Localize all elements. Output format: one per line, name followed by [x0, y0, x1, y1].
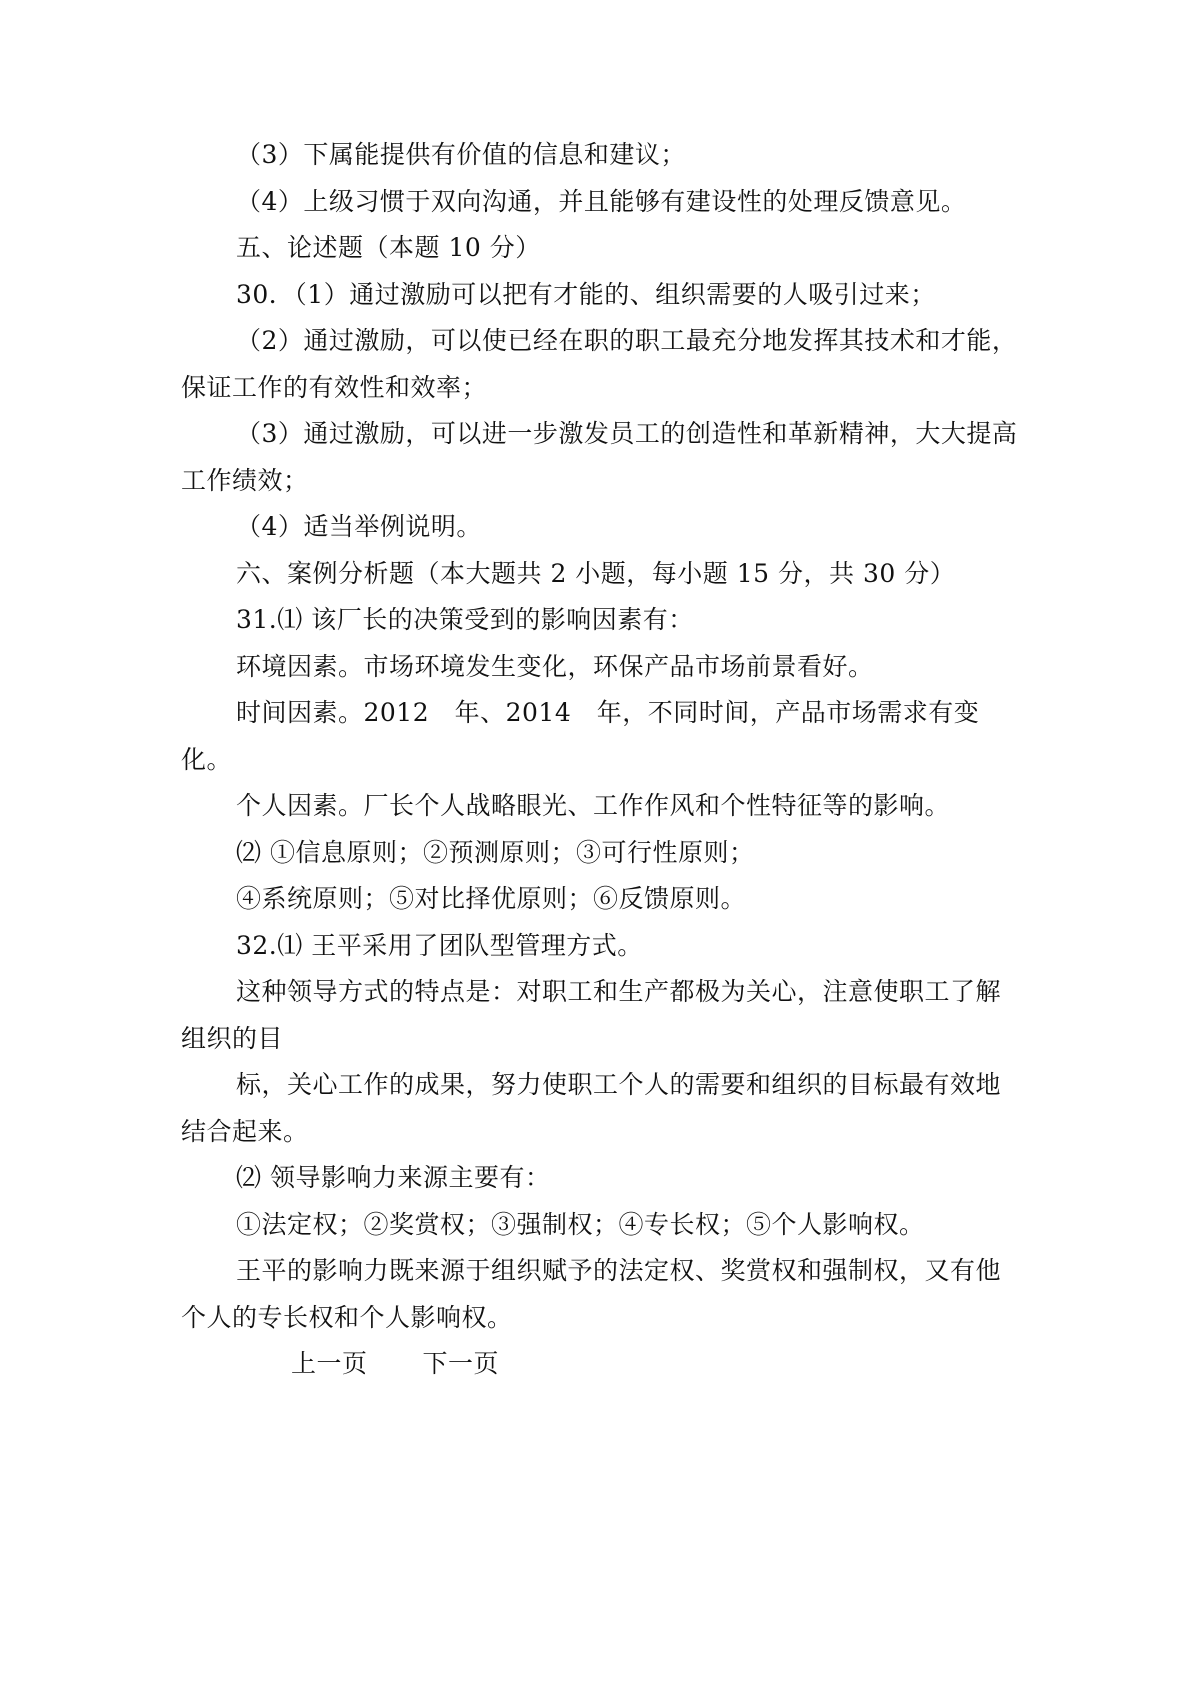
question-30-point-1: 30．（1）通过激励可以把有才能的、组织需要的人吸引过来； — [236, 279, 936, 309]
next-page-link[interactable]: 下一页 — [422, 1349, 500, 1378]
question-31-part-2-principles-cont: ④系统原则；⑤对比择优原则；⑥反馈原则。 — [236, 884, 747, 913]
document-body — [181, 132, 1021, 1388]
question-31-environment-factor: 环境因素。市场环境发生变化，环保产品市场前景看好。 — [236, 651, 874, 681]
question-32-part-2: ⑵ 领导影响力来源主要有： — [236, 1163, 551, 1192]
question-30-point-3: （3）通过激励，可以进一步激发员工的创造性和革新精神，大大提高工作绩效； — [181, 419, 1018, 495]
question-30-point-4: （4）适当举例说明。 — [236, 512, 482, 541]
question-32-conclusion: 王平的影响力既来源于组织赋予的法定权、奖赏权和强制权，又有他个人的专长权和个人影响权。 — [181, 1256, 1002, 1332]
page-navigation — [181, 1341, 1021, 1388]
question-32-style-characteristics: 这种领导方式的特点是：对职工和生产都极为关心，注意使职工了解组织的目 — [181, 977, 1002, 1053]
question-32-part-1: 32.⑴ 王平采用了团队型管理方式。 — [236, 930, 643, 960]
question-32-style-characteristics-cont: 标，关心工作的成果，努力使职工个人的需要和组织的目标最有效地结合起来。 — [181, 1070, 1002, 1146]
answer-line-3: （3）下属能提供有价值的信息和建议； — [236, 140, 686, 169]
section-heading-essay: 五、论述题（本题 10 分） — [236, 233, 541, 262]
question-31-part-1: 31.⑴ 该厂长的决策受到的影响因素有： — [236, 605, 694, 634]
question-30-point-2: （2）通过激励，可以使已经在职的职工最充分地发挥其技术和才能，保证工作的有效性和效率； — [181, 326, 1018, 402]
answer-line-4: （4）上级习惯于双向沟通，并且能够有建设性的处理反馈意见。 — [236, 186, 967, 216]
question-31-time-factor: 时间因素。2012 年、2014 年，不同时间，产品市场需求有变化。 — [181, 698, 980, 774]
question-32-power-sources: ①法定权；②奖赏权；③强制权；④专长权；⑤个人影响权。 — [236, 1209, 925, 1239]
question-31-part-2-principles: ⑵ ①信息原则；②预测原则；③可行性原则； — [236, 837, 755, 867]
prev-page-link[interactable]: 上一页 — [291, 1349, 368, 1378]
section-heading-case-analysis: 六、案例分析题（本大题共 2 小题，每小题 15 分，共 30 分） — [236, 558, 956, 588]
question-31-personal-factor: 个人因素。厂长个人战略眼光、工作作风和个性特征等的影响。 — [236, 791, 951, 820]
